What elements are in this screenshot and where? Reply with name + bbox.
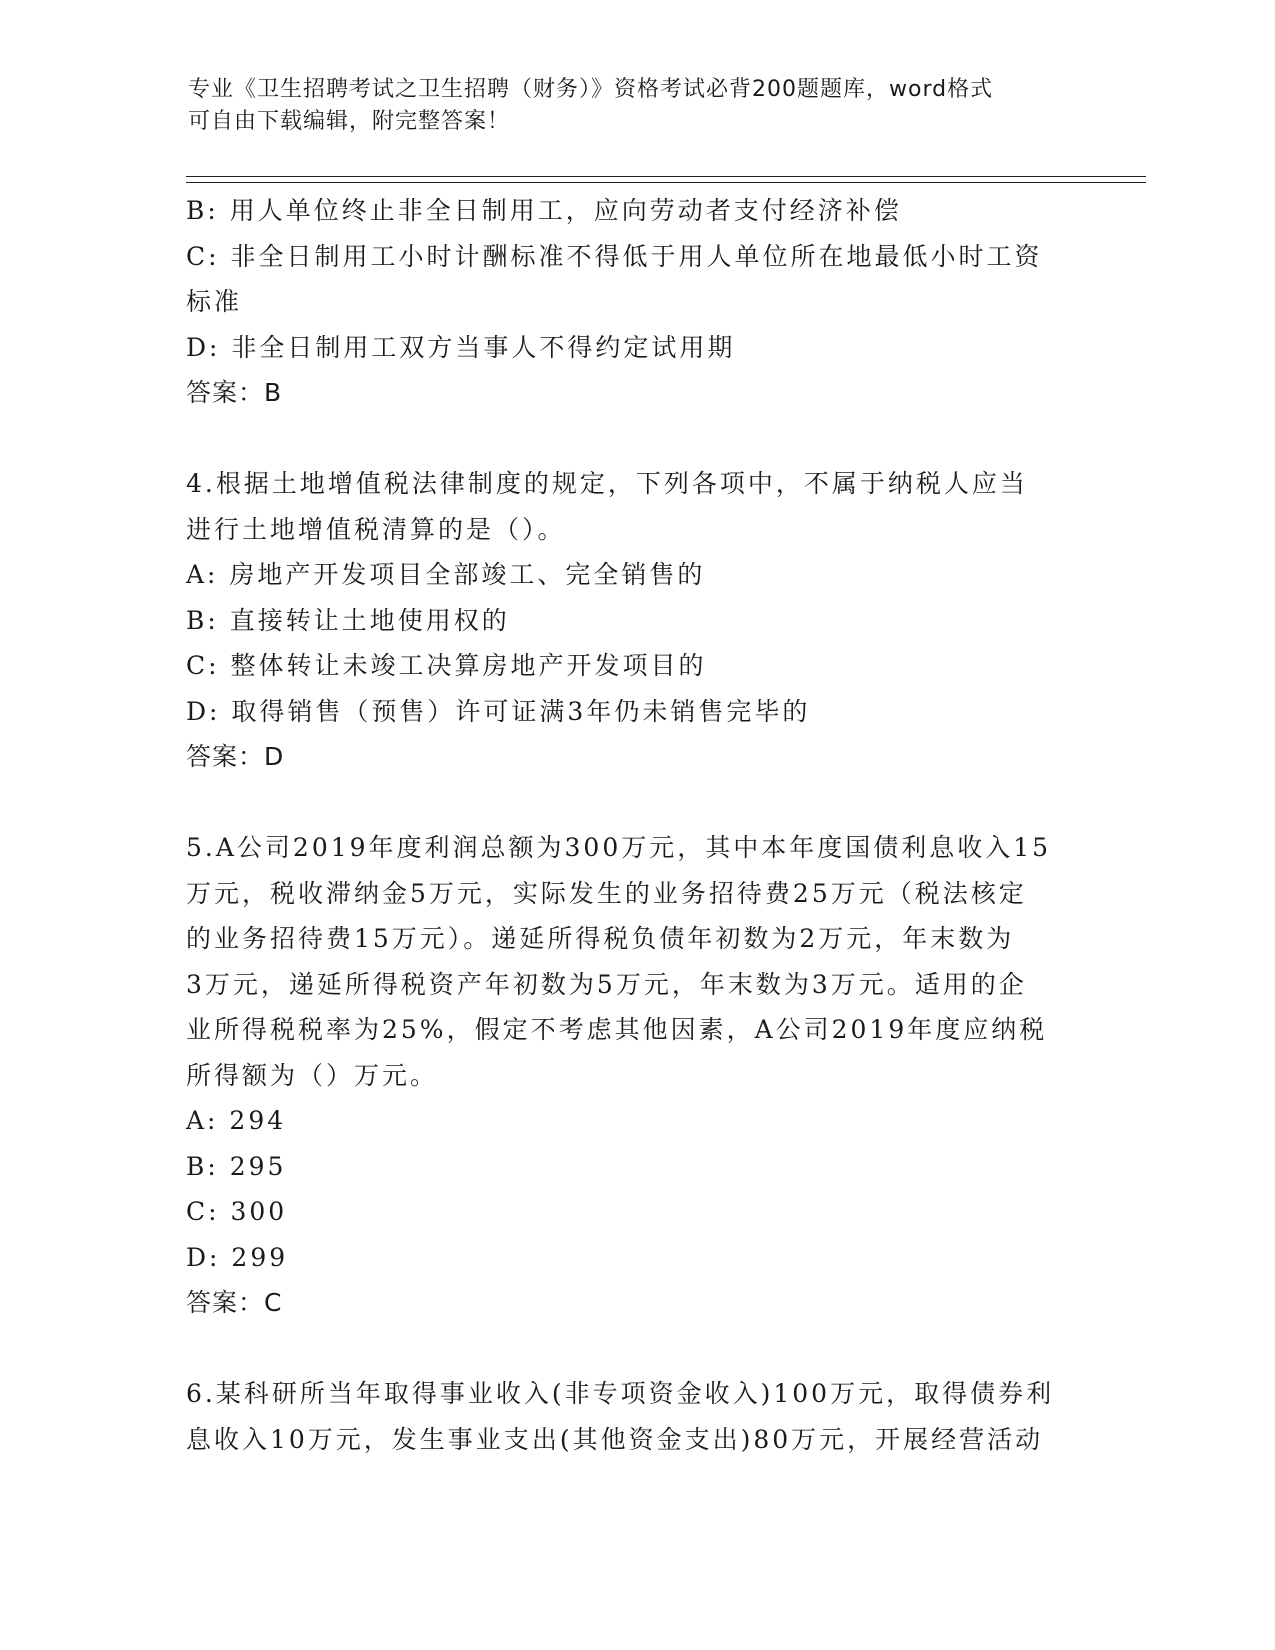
- q4-answer: 答案：D: [186, 742, 285, 771]
- header-title-line-1: 专业《卫生招聘考试之卫生招聘（财务）》资格考试必背200题题库，word格式: [188, 77, 994, 102]
- q5-stem-line-1: 5.A公司2019年度利润总额为300万元，其中本年度国债利息收入15: [186, 833, 1052, 862]
- q3-answer: 答案：B: [186, 378, 283, 407]
- q3-option-d: D: 非全日制用工双方当事人不得约定试用期: [186, 332, 736, 362]
- spacer: [186, 780, 1086, 826]
- q4-stem-line-1: 4.根据土地增值税法律制度的规定，下列各项中，不属于纳税人应当: [186, 469, 1028, 498]
- spacer: [186, 1326, 1086, 1372]
- q4-option-a: A: 房地产开发项目全部竣工、完全销售的: [186, 560, 706, 589]
- q4-stem-line-2: 进行土地增值税清算的是（）。: [186, 514, 566, 544]
- header-divider-top: [186, 176, 1146, 177]
- q5-answer: 答案：C: [186, 1288, 283, 1317]
- q5-stem-line-6: 所得额为（）万元。: [186, 1060, 439, 1090]
- q5-option-c: C: 300: [186, 1197, 288, 1226]
- q4-option-d: D: 取得销售（预售）许可证满3年仍未销售完毕的: [186, 696, 811, 726]
- header-title-line-2: 可自由下载编辑，附完整答案！: [188, 109, 511, 134]
- q3-option-c-line-1: C: 非全日制用工小时计酬标准不得低于用人单位所在地最低小时工资: [186, 241, 1043, 271]
- header-divider-bottom: [186, 182, 1146, 183]
- spacer: [186, 416, 1086, 462]
- q5-option-b: B: 295: [186, 1151, 287, 1181]
- q5-stem-line-4: 3万元，递延所得税资产年初数为5万元，年末数为3万元。适用的企: [186, 969, 1027, 999]
- q5-stem-line-2: 万元，税收滞纳金5万元，实际发生的业务招待费25万元（税法核定: [186, 878, 1027, 908]
- document-body: [186, 188, 1086, 1462]
- q5-stem-line-3: 的业务招待费15万元）。递延所得税负债年初数为2万元，年末数为: [186, 924, 1015, 953]
- q5-option-a: A: 294: [186, 1106, 287, 1135]
- q5-stem-line-5: 业所得税税率为25%，假定不考虑其他因素，A公司2019年度应纳税: [186, 1015, 1048, 1044]
- q3-option-c-line-2: 标准: [186, 287, 243, 316]
- q6-stem-line-2: 息收入10万元，发生事业支出(其他资金支出)80万元，开展经营活动: [186, 1424, 1044, 1454]
- document-header: [188, 74, 1088, 138]
- q5-option-d: D: 299: [186, 1242, 289, 1272]
- q4-option-c: C: 整体转让未竣工决算房地产开发项目的: [186, 651, 707, 680]
- q6-stem-line-1: 6.某科研所当年取得事业收入(非专项资金收入)100万元，取得债券利: [186, 1379, 1055, 1408]
- q3-option-b: B: 用人单位终止非全日制用工，应向劳动者支付经济补偿: [186, 196, 902, 225]
- q4-option-b: B: 直接转让土地使用权的: [186, 605, 510, 635]
